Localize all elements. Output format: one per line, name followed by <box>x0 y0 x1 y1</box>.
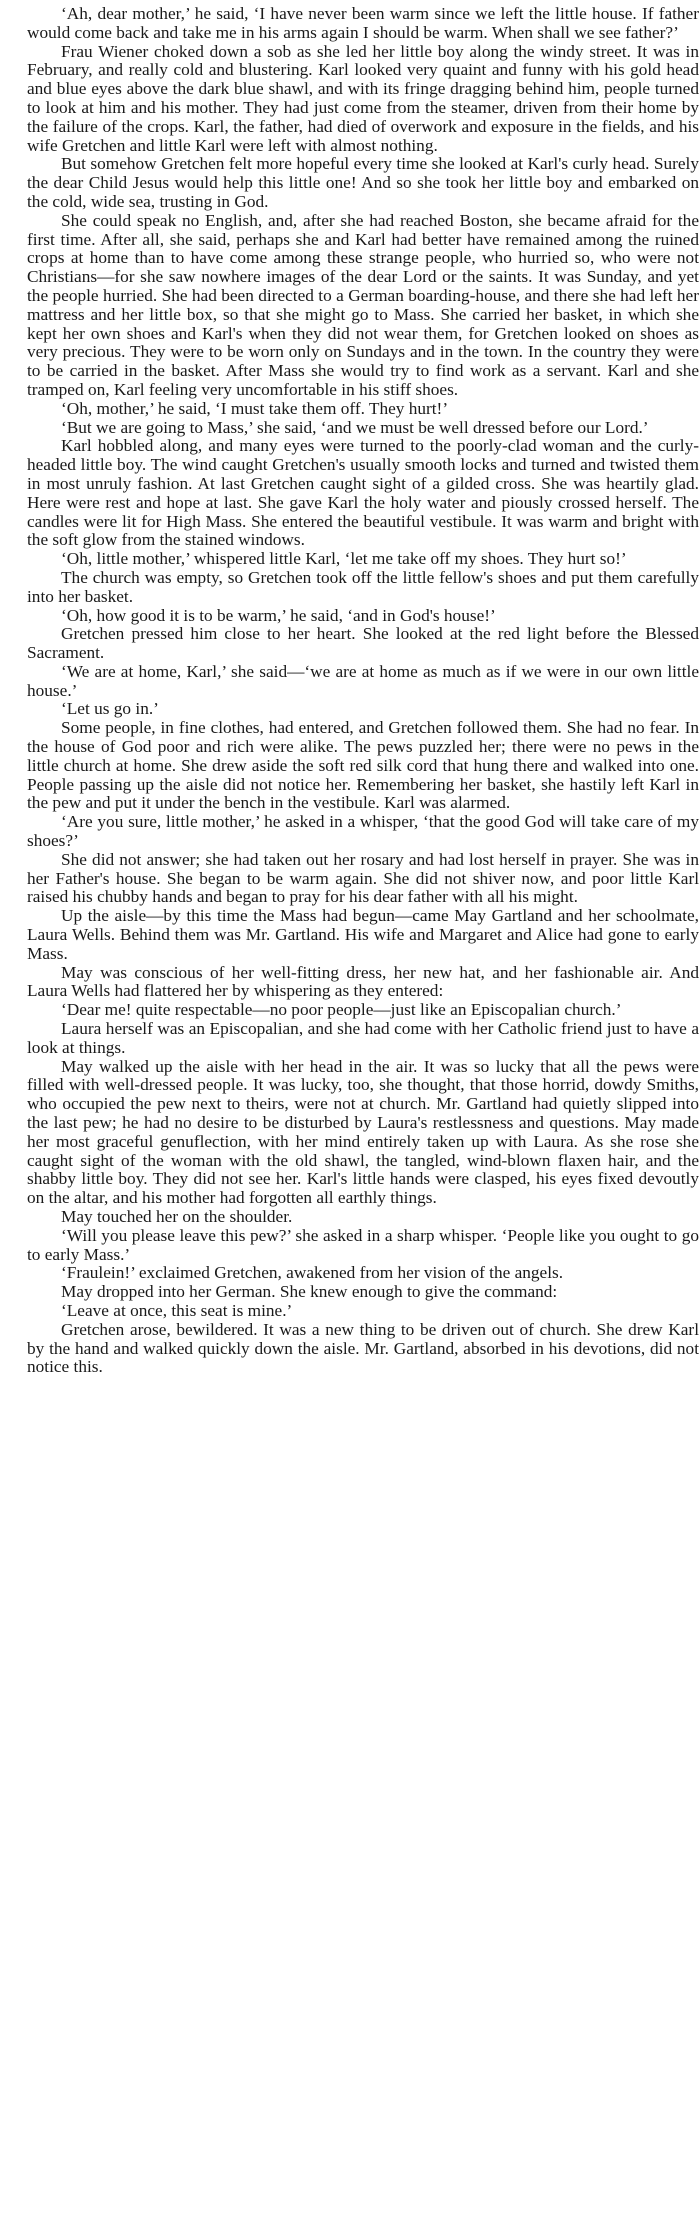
paragraph-22: May touched her on the shoulder. <box>61 1207 293 1226</box>
paragraph-23: ‘Will you please leave this pew?’ she asked in a sharp whisper. ‘People like you ought to go to early Mass.’ <box>27 1225 699 1264</box>
paragraph-17: Up the aisle—by this time the Mass had begun—came May Gartland and her schoolmate, Laura Wells. Behind them was Mr. Gartland. His wife and Margaret and Alice had gone to early Mass. <box>27 906 699 963</box>
paragraph-24: ‘Fraulein!’ exclaimed Gretchen, awakened from her vision of the angels. <box>61 1263 564 1283</box>
paragraph-2: Frau Wiener choked down a sob as she led her little boy along the windy street. It was in February, and really cold and blustering. Karl looked very quaint and funny with his gold head and blue eyes above the dark blue shawl, and with its fringe dragging behind him, people turned to look at him and his mother. They had just come from the steamer, driven from their home by the failure of the crops. Karl, the father, had died of overwork and exposure in the fields, and his wife Gretchen and little Karl were left with almost nothing. <box>27 41 699 155</box>
paragraph-9: The church was empty, so Gretchen took off the little fellow's shoes and put them carefully into her basket. <box>27 567 699 606</box>
story-column <box>27 5 699 1377</box>
paragraph-20: Laura herself was an Episcopalian, and she had come with her Catholic friend just to have a look at things. <box>27 1019 699 1057</box>
paragraph-15: ‘Are you sure, little mother,’ he asked in a whisper, ‘that the good God will take care of my shoes?’ <box>27 812 699 851</box>
paragraph-5: ‘Oh, mother,’ he said, ‘I must take them off. They hurt!’ <box>61 398 449 418</box>
paragraph-14: Some people, in fine clothes, had entered, and Gretchen followed them. She had no fear. In the house of God poor and rich were alike. The pews puzzled her; there were no pews in the little church at home. She drew aside the soft red silk cord that hung there and walked into one. People passing up the aisle did not notice her. Remembering her basket, she hastily left Karl in the pew and put it under the bench in the vestibule. Karl was alarmed. <box>27 718 699 813</box>
paragraph-26: ‘Leave at once, this seat is mine.’ <box>61 1300 293 1320</box>
paragraph-3: But somehow Gretchen felt more hopeful every time she looked at Karl's curly head. Surely the dear Child Jesus would help this little one! And so she took her little boy and embarked on the cold, wide sea, trusting in God. <box>27 154 699 211</box>
paragraph-21: May walked up the aisle with her head in the air. It was so lucky that all the pews were filled with well-dressed people. It was lucky, too, she thought, that those horrid, dowdy Smiths, who occupied the pew next to theirs, were not at church. Mr. Gartland had quietly slipped into the last pew; he had no desire to be disturbed by Laura's restlessness and questions. May made her most graceful genuflection, with her mind entirely taken up with Laura. As she rose she caught sight of the woman with the old shawl, the tangled, wind-blown flaxen hair, and the shabby little boy. They did not see her. Karl's little hands were clasped, his eyes fixed devoutly on the altar, and his mother had forgotten all earthly things. <box>27 1056 699 1208</box>
paragraph-4: She could speak no English, and, after she had reached Boston, she became afraid for the first time. After all, she said, perhaps she and Karl had better have remained among the ruined crops at home than to have come among these strange people, who hurried so, who were not Christians—for she saw nowhere images of the dear Lord or the saints. It was Sunday, and yet the people hurried. She had been directed to a German boarding-house, and there she had left her mattress and her little box, so that she might go to Mass. She carried her basket, in which she kept her own shoes and Karl's when they did not wear them, for Gretchen looked on shoes as very precious. They were to be worn only on Sundays and in the town. In the country they were to be carried in the basket. After Mass she would try to find work as a servant. Karl and she tramped on, Karl feeling very uncomfortable in his stiff shoes. <box>27 210 699 399</box>
paragraph-19: ‘Dear me! quite respectable—no poor people—just like an Episcopalian church.’ <box>61 1000 622 1020</box>
paragraph-18: May was conscious of her well-fitting dress, her new hat, and her fashionable air. And Laura Wells had flattered her by whispering as they entered: <box>27 962 699 1001</box>
paragraph-6: ‘But we are going to Mass,’ she said, ‘and we must be well dressed before our Lord.’ <box>61 417 649 437</box>
paragraph-16: She did not answer; she had taken out her rosary and had lost herself in prayer. She was in her Father's house. She began to be warm again. She did not shiver now, and poor little Karl raised his chubby hands and began to pray for his dear father with all his might. <box>27 849 699 907</box>
paragraph-10: ‘Oh, how good it is to be warm,’ he said, ‘and in God's house!’ <box>61 605 496 625</box>
paragraph-7: Karl hobbled along, and many eyes were turned to the poorly-clad woman and the curly-headed little boy. The wind caught Gretchen's usually smooth locks and turned and twisted them in most unruly fashion. At last Gretchen caught sight of a gilded cross. She was heartily glad. Here were rest and hope at last. She gave Karl the holy water and piously crossed herself. The candles were lit for High Mass. She entered the beautiful vestibule. It was warm and bright with the soft glow from the stained windows. <box>27 436 699 550</box>
paragraph-13: ‘Let us go in.’ <box>61 699 159 719</box>
paragraph-12: ‘We are at home, Karl,’ she said—‘we are at home as much as if we were in our own little house.’ <box>27 661 699 700</box>
paragraph-1: ‘Ah, dear mother,’ he said, ‘I have never been warm since we left the little house. If father would come back and take me in his arms again I should be warm. When shall we see father?’ <box>27 4 699 42</box>
paragraph-27: Gretchen arose, bewildered. It was a new thing to be driven out of church. She drew Karl by the hand and walked quickly down the aisle. Mr. Gartland, absorbed in his devotions, did not notice this. <box>27 1319 699 1377</box>
paragraph-8: ‘Oh, little mother,’ whispered little Karl, ‘let me take off my shoes. They hurt so!’ <box>61 549 627 569</box>
paragraph-11: Gretchen pressed him close to her heart. She looked at the red light before the Blessed Sacrament. <box>27 624 699 663</box>
paragraph-25: May dropped into her German. She knew enough to give the command: <box>61 1282 558 1302</box>
